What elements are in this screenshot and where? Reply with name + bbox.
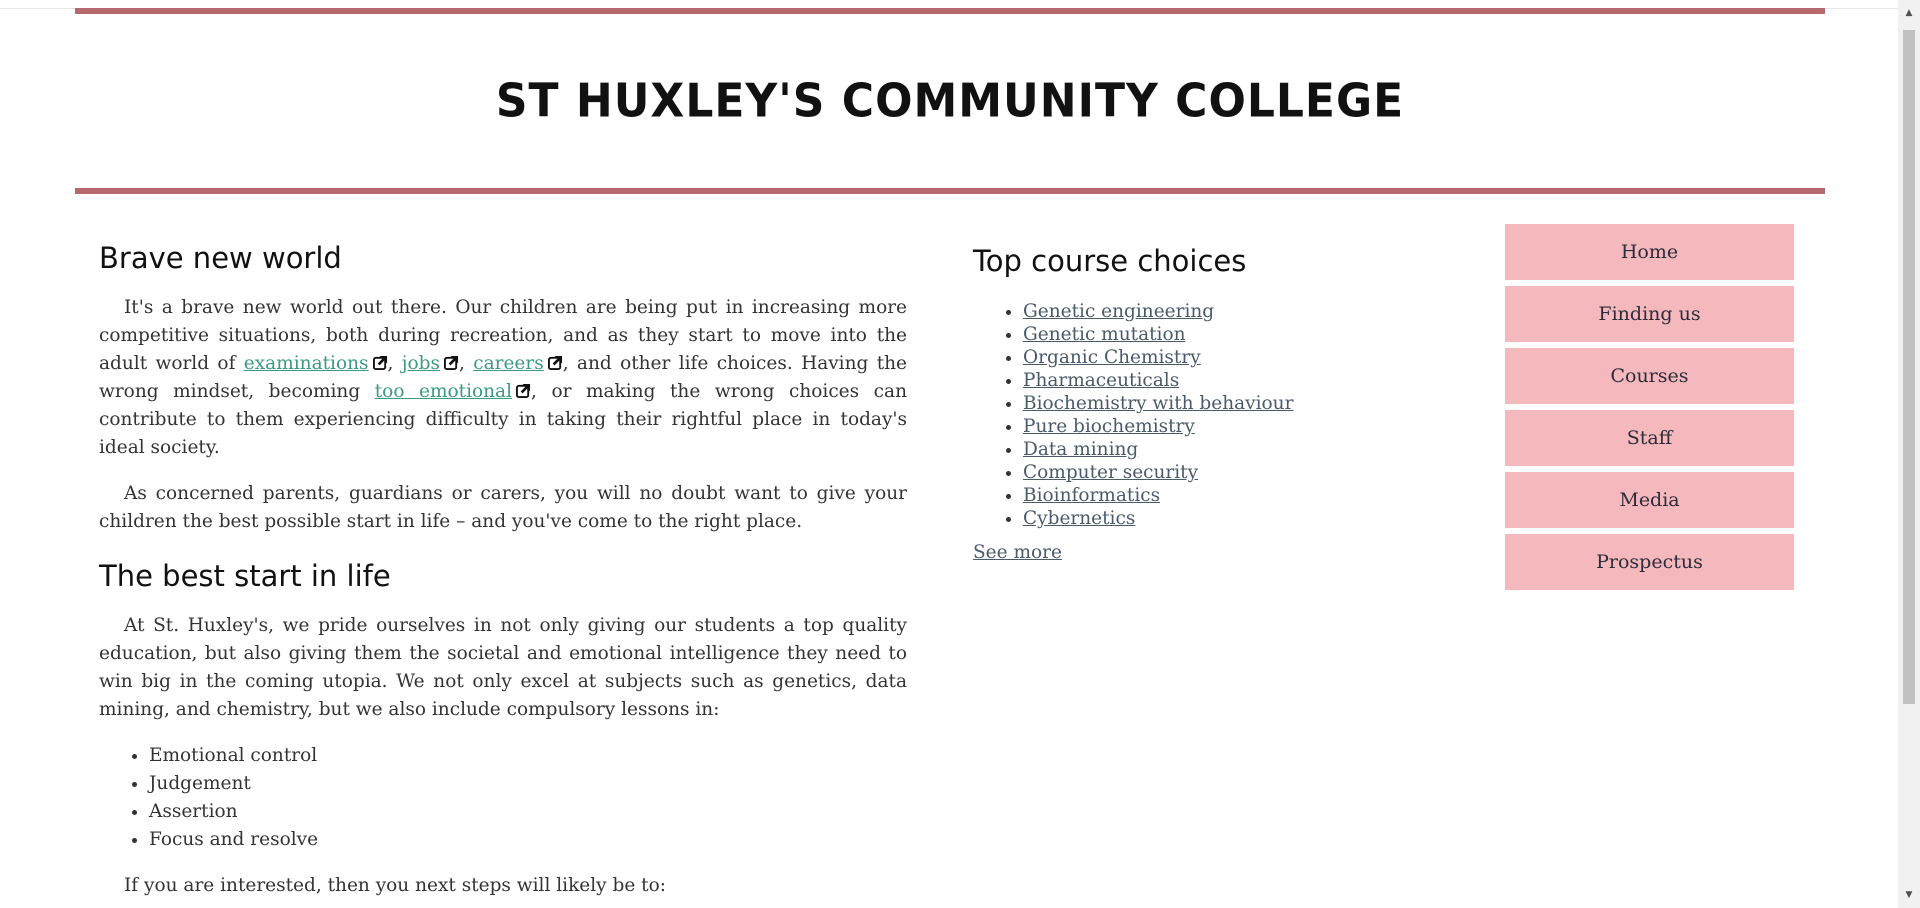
course-link-biochemistry-behaviour[interactable]: Biochemistry with behaviour <box>1023 393 1294 414</box>
intro-paragraph <box>99 294 907 462</box>
list-item <box>1023 346 1453 369</box>
main-content <box>99 241 908 908</box>
course-link-data-mining[interactable]: Data mining <box>1023 439 1139 460</box>
scroll-up-arrow-icon[interactable]: ▲ <box>1905 8 1913 18</box>
list-item: • Emotional control <box>149 742 907 770</box>
scroll-down-arrow-icon[interactable]: ▼ <box>1905 890 1913 900</box>
external-link-icon <box>516 383 531 398</box>
list-item <box>1023 300 1453 323</box>
vertical-scrollbar[interactable] <box>1898 0 1920 908</box>
course-link-genetic-mutation[interactable]: Genetic mutation <box>1023 324 1186 345</box>
list-item: • Judgement <box>149 770 907 798</box>
heading-top-courses: Top course choices <box>973 244 1247 278</box>
link-too-emotional[interactable]: too emotional <box>374 381 512 402</box>
course-link-pure-biochemistry[interactable]: Pure biochemistry <box>1023 416 1195 437</box>
parents-paragraph: As concerned parents, guardians or carers, you will no doubt want to give your children the best possible start in life – and you've come to the right place. <box>99 483 907 532</box>
nav-item-home[interactable]: Home <box>1505 224 1794 280</box>
nav-item-staff[interactable]: Staff <box>1505 410 1794 466</box>
course-link-bioinformatics[interactable]: Bioinformatics <box>1023 485 1161 506</box>
heading-best-start: The best start in life <box>99 559 391 593</box>
heading-brave-new-world: Brave new world <box>99 241 342 275</box>
nav-item-media[interactable]: Media <box>1505 472 1794 528</box>
external-link-icon <box>444 355 459 370</box>
course-choices <box>973 244 1453 563</box>
course-link-genetic-engineering[interactable]: Genetic engineering <box>1023 301 1215 322</box>
huxley-paragraph: At St. Huxley's, we pride ourselves in not only giving our students a top quality education, but also giving them the societal and emotional intelligence they need to win big in the coming utopia. We not only excel at subjects such as genetics, data mining, and chemistry, but we also include compulsory lessons in: <box>99 615 907 720</box>
list-item <box>1023 438 1453 461</box>
side-navigation <box>1505 224 1794 596</box>
list-item <box>1023 484 1453 507</box>
list-item <box>1023 323 1453 346</box>
list-item: • Assertion <box>149 798 907 826</box>
nav-item-prospectus[interactable]: Prospectus <box>1505 534 1794 590</box>
course-link-cybernetics[interactable]: Cybernetics <box>1023 508 1136 529</box>
external-link-icon <box>373 355 388 370</box>
course-link-pharmaceuticals[interactable]: Pharmaceuticals <box>1023 370 1180 391</box>
site-header <box>75 8 1825 194</box>
link-careers[interactable]: careers <box>473 353 544 374</box>
list-item <box>1023 392 1453 415</box>
intro-text-1: It's a brave new world out there. Our children are being put in increasing more competitive situations, both during recreation, and as they start to move into the adult world of <box>99 297 907 374</box>
external-link-icon <box>548 355 563 370</box>
intro-text-3: , <box>458 353 474 374</box>
scrollbar-thumb[interactable] <box>1903 30 1915 704</box>
lessons-list <box>99 742 907 854</box>
list-item <box>1023 507 1453 530</box>
nav-item-finding-us[interactable]: Finding us <box>1505 286 1794 342</box>
list-item: • Focus and resolve <box>149 826 907 854</box>
link-examinations[interactable]: examinations <box>243 353 369 374</box>
course-link-organic-chemistry[interactable]: Organic Chemistry <box>1023 347 1201 368</box>
intro-text-4: , and other life choices. Having the wrong mindset, becoming <box>99 353 908 402</box>
site-title: ST HUXLEY'S COMMUNITY COLLEGE <box>495 74 1405 128</box>
list-item <box>1023 369 1453 392</box>
nav-item-courses[interactable]: Courses <box>1505 348 1794 404</box>
intro-text-5: , or making the wrong choices can contribute to them experiencing difficulty in taking their rightful place in today's ideal society. <box>99 381 907 458</box>
list-item <box>1023 461 1453 484</box>
next-steps-paragraph: If you are interested, then you next steps will likely be to: <box>124 875 666 896</box>
list-item <box>1023 415 1453 438</box>
course-link-computer-security[interactable]: Computer security <box>1023 462 1199 483</box>
link-jobs[interactable]: jobs <box>401 353 440 374</box>
intro-text-2: , <box>387 353 402 374</box>
course-list <box>973 300 1453 530</box>
see-more-link[interactable]: See more <box>973 542 1062 563</box>
